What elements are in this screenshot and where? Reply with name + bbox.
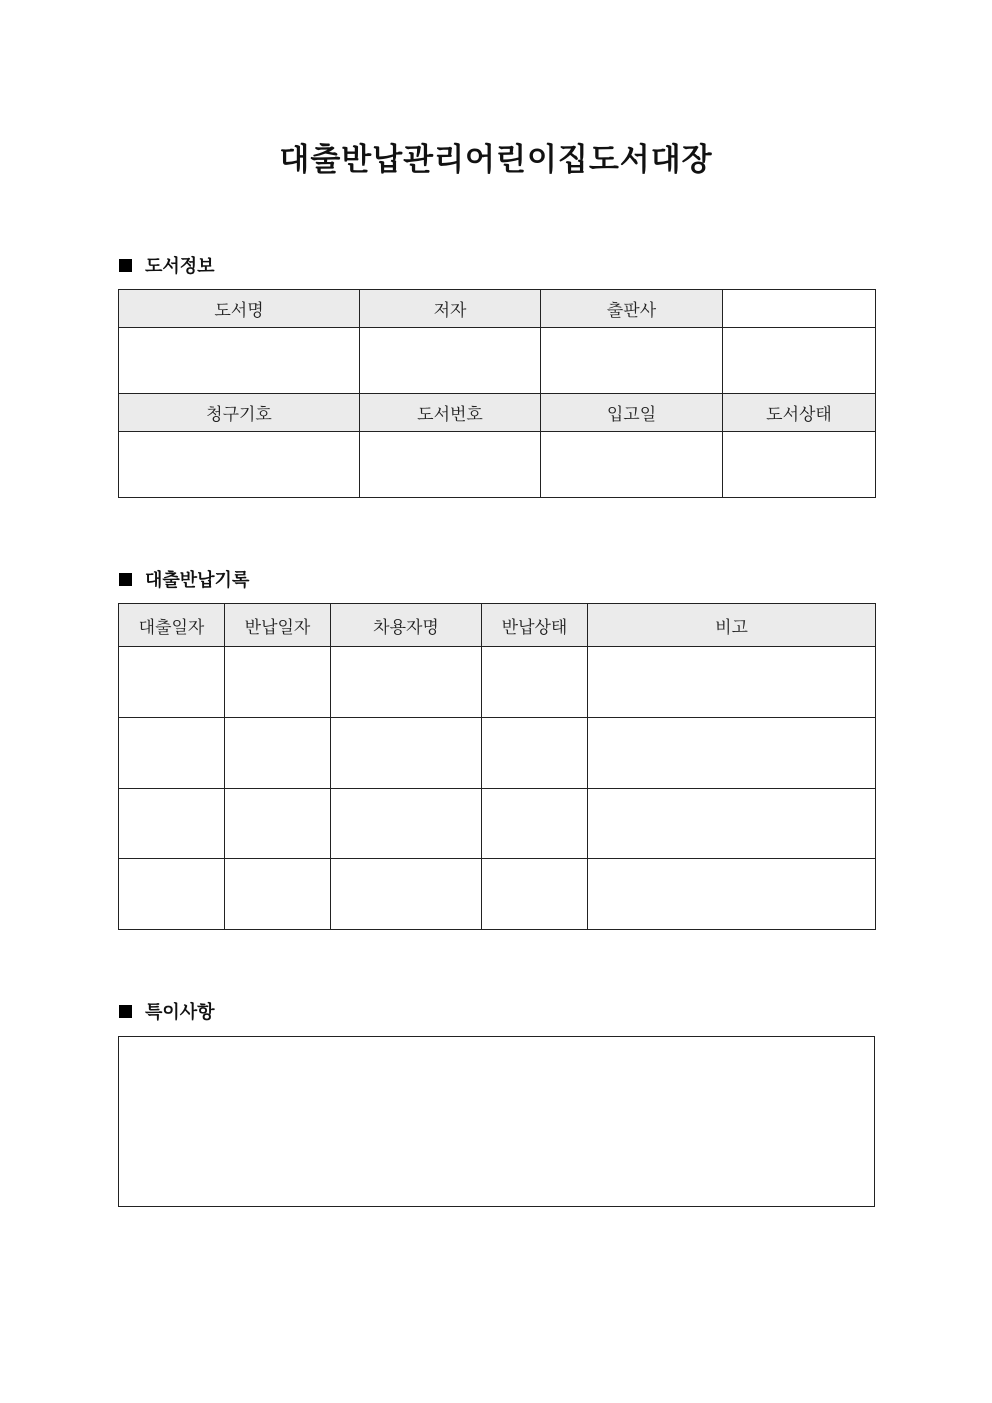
remarks-cell[interactable]: [588, 859, 876, 930]
return-date-cell[interactable]: [225, 718, 331, 789]
book-info-heading: [119, 253, 215, 277]
notes-heading-text: 특이사항: [145, 1002, 215, 1023]
table-row: [119, 718, 876, 789]
header-received-date-cell: 입고일: [541, 394, 723, 432]
loan-date-cell[interactable]: [119, 789, 225, 859]
loan-record-header-row: [119, 604, 876, 647]
loan-date-cell[interactable]: [119, 859, 225, 930]
header-author-cell: 저자: [360, 290, 541, 328]
notes-box[interactable]: [118, 1036, 875, 1207]
filled-square-icon: [119, 259, 132, 272]
filled-square-icon: [119, 1005, 132, 1018]
borrower-name-cell[interactable]: [331, 647, 482, 718]
loan-record-heading: [119, 567, 249, 591]
remarks-cell[interactable]: [588, 647, 876, 718]
book-info-table: [118, 289, 876, 498]
author-value-cell[interactable]: [360, 328, 541, 394]
filled-square-icon: [119, 573, 132, 586]
header-blank-cell: [723, 290, 876, 328]
book-info-heading-text: 도서정보: [145, 256, 215, 277]
title-value-cell[interactable]: [119, 328, 360, 394]
book-info-header-row-2: [119, 394, 876, 432]
header-borrower-name-cell: 차용자명: [331, 604, 482, 647]
book-status-value-cell[interactable]: [723, 432, 876, 498]
remarks-cell[interactable]: [588, 718, 876, 789]
loan-record-heading-text: 대출반납기록: [145, 570, 250, 591]
return-date-cell[interactable]: [225, 789, 331, 859]
book-number-value-cell[interactable]: [360, 432, 541, 498]
loan-record-table: [118, 603, 876, 930]
table-row: [119, 859, 876, 930]
header-call-number-cell: 청구기호: [119, 394, 360, 432]
book-info-value-row-1: [119, 328, 876, 394]
header-book-number-cell: 도서번호: [360, 394, 541, 432]
remarks-cell[interactable]: [588, 789, 876, 859]
return-status-cell[interactable]: [482, 859, 588, 930]
borrower-name-cell[interactable]: [331, 789, 482, 859]
return-date-cell[interactable]: [225, 859, 331, 930]
return-status-cell[interactable]: [482, 718, 588, 789]
call-number-value-cell[interactable]: [119, 432, 360, 498]
notes-heading: [119, 999, 215, 1023]
document-title: 대출반납관리어린이집도서대장: [279, 142, 713, 178]
loan-date-cell[interactable]: [119, 718, 225, 789]
borrower-name-cell[interactable]: [331, 859, 482, 930]
table-row: [119, 789, 876, 859]
header-loan-date-cell: 대출일자: [119, 604, 225, 647]
book-info-header-row-1: [119, 290, 876, 328]
table-row: [119, 647, 876, 718]
header-remarks-cell: 비고: [588, 604, 876, 647]
received-date-value-cell[interactable]: [541, 432, 723, 498]
header-return-date-cell: 반납일자: [225, 604, 331, 647]
book-info-value-row-2: [119, 432, 876, 498]
borrower-name-cell[interactable]: [331, 718, 482, 789]
blank-value-cell[interactable]: [723, 328, 876, 394]
header-publisher-cell: 출판사: [541, 290, 723, 328]
loan-date-cell[interactable]: [119, 647, 225, 718]
return-status-cell[interactable]: [482, 647, 588, 718]
header-book-status-cell: 도서상태: [723, 394, 876, 432]
publisher-value-cell[interactable]: [541, 328, 723, 394]
return-date-cell[interactable]: [225, 647, 331, 718]
header-title-cell: 도서명: [119, 290, 360, 328]
return-status-cell[interactable]: [482, 789, 588, 859]
header-return-status-cell: 반납상태: [482, 604, 588, 647]
